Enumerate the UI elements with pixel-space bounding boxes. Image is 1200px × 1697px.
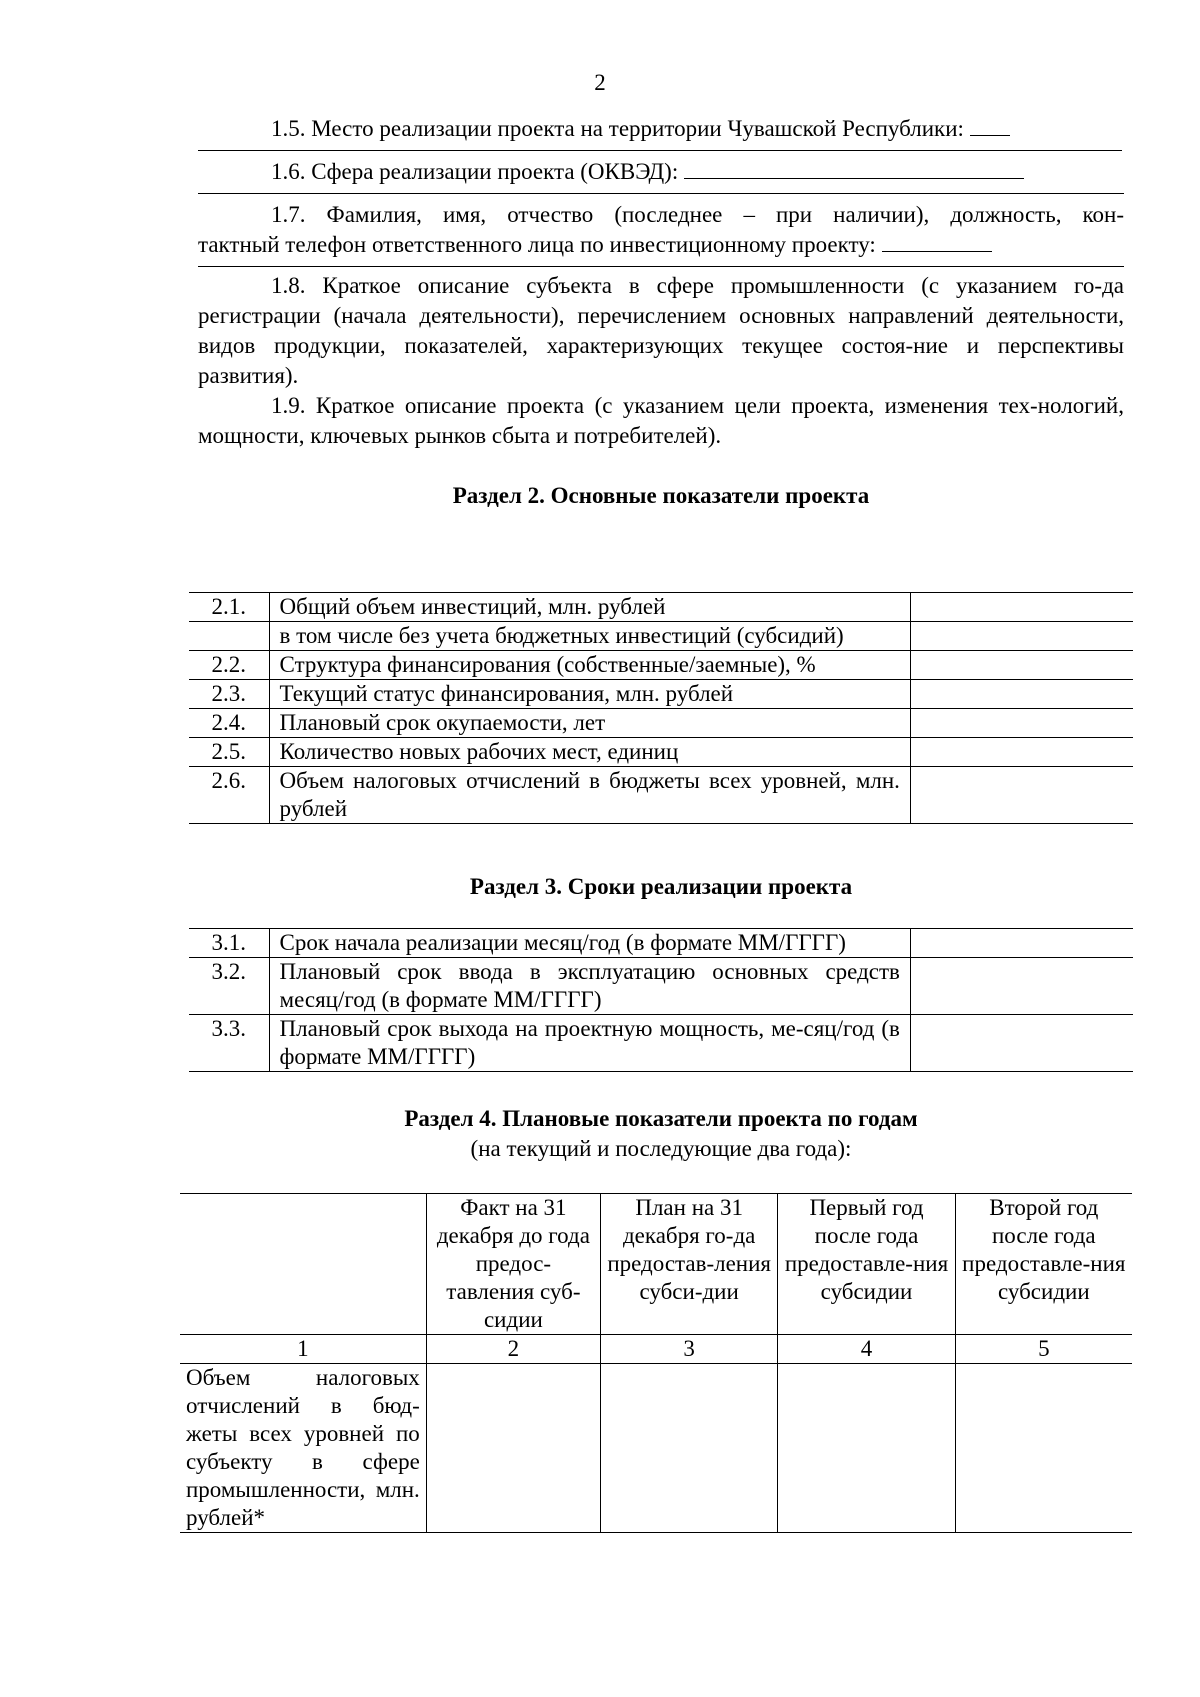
section-2-row-number: 2.6.	[189, 767, 269, 824]
item-1-5: 1.5. Место реализации проекта на территории Чувашской Республики:	[198, 114, 1124, 144]
section-2-value-cell[interactable]	[910, 709, 1133, 738]
table-row	[189, 680, 1133, 709]
header-cell-2: Факт на 31 декабря до года предос-тавления суб-сидии	[426, 1194, 600, 1335]
section-2-row-text: Количество новых рабочих мест, единиц	[269, 738, 910, 767]
table-row	[189, 958, 1133, 1015]
section-2-table	[189, 592, 1133, 824]
section-2-row-text: в том числе без учета бюджетных инвестиций (субсидий)	[269, 622, 910, 651]
header-cell-4: Первый год после года предоставле-ния субсидии	[778, 1194, 955, 1335]
table-header-row	[180, 1194, 1132, 1335]
blank-field-1-6[interactable]	[684, 160, 1024, 179]
col-number-4: 4	[778, 1335, 955, 1364]
section-2-value-cell[interactable]	[910, 622, 1133, 651]
section-2-value-cell[interactable]	[910, 738, 1133, 767]
form-section-1	[198, 114, 1124, 535]
section-3-value-cell[interactable]	[910, 929, 1133, 958]
col-number-2: 2	[426, 1335, 600, 1364]
section-2-row-text: Плановый срок окупаемости, лет	[269, 709, 910, 738]
section-3-row-text: Срок начала реализации месяц/год (в формате ММ/ГГГГ)	[269, 929, 910, 958]
section-4-table	[180, 1193, 1132, 1533]
item-1-9: 1.9. Краткое описание проекта (с указанием цели проекта, изменения тех-нологий, мощности, ключевых рынков сбыта и потребителей).	[198, 393, 1124, 448]
column-number-row	[180, 1335, 1132, 1364]
section-2-value-cell[interactable]	[910, 593, 1133, 622]
section-2-row-text: Структура финансирования (собственные/заемные), %	[269, 651, 910, 680]
section-2-value-cell[interactable]	[910, 767, 1133, 824]
section-2-row-number: 2.4.	[189, 709, 269, 738]
section-2-row-number: 2.2.	[189, 651, 269, 680]
item-1-7-line2: тактный телефон ответственного лица по инвестиционному проекту:	[198, 230, 1124, 260]
table-row	[180, 1364, 1132, 1533]
blank-line-1-6[interactable]	[198, 193, 1124, 194]
table-row	[189, 651, 1133, 680]
page-number: 2	[594, 70, 606, 95]
section-3-row-number: 3.1.	[189, 929, 269, 958]
section-2-value-cell[interactable]	[910, 651, 1133, 680]
row-label: Объем налоговых отчислений в бюд-жеты всех уровней по субъекту в сфере промышленности, млн. рублей*	[180, 1364, 426, 1533]
section-2-row-number: 2.5.	[189, 738, 269, 767]
section-2-row-number: 2.3.	[189, 680, 269, 709]
header-cell-5: Второй год после года предоставле-ния субсидии	[955, 1194, 1132, 1335]
table-row	[189, 593, 1133, 622]
section-3-table	[189, 928, 1133, 1072]
item-1-7-line1: 1.7. Фамилия, имя, отчество (последнее – при наличии), должность, кон-	[271, 202, 1124, 227]
section-2-row-number: 2.1.	[189, 593, 269, 622]
section-3-row-number: 3.2.	[189, 958, 269, 1015]
header-cell-3: План на 31 декабря го-да предостав-ления субси-дии	[601, 1194, 778, 1335]
table-row	[189, 622, 1133, 651]
section-2-title: Раздел 2. Основные показатели проекта	[452, 483, 870, 508]
item-1-6: 1.6. Сфера реализации проекта (ОКВЭД):	[198, 157, 1124, 187]
table-row	[189, 1015, 1133, 1072]
header-cell-1	[180, 1194, 426, 1335]
blank-field-1-7[interactable]	[882, 233, 992, 252]
section-3-row-text: Плановый срок выхода на проектную мощность, ме-сяц/год (в формате ММ/ГГГГ)	[269, 1015, 910, 1072]
section-2-row-text: Объем налоговых отчислений в бюджеты всех уровней, млн. рублей	[269, 767, 910, 824]
blank-line-1-7[interactable]	[198, 266, 1124, 267]
section-2-value-cell[interactable]	[910, 680, 1133, 709]
section-3-value-cell[interactable]	[910, 1015, 1133, 1072]
col-number-5: 5	[955, 1335, 1132, 1364]
col-number-3: 3	[601, 1335, 778, 1364]
blank-line-1-5[interactable]	[198, 150, 1122, 151]
table-row	[189, 767, 1133, 824]
section-4-title: Раздел 4. Плановые показатели проекта по годам	[404, 1106, 918, 1131]
section-3-title: Раздел 3. Сроки реализации проекта	[469, 874, 853, 899]
table-row	[189, 929, 1133, 958]
section-4-subtitle: (на текущий и последующие два года):	[470, 1136, 852, 1161]
table-row	[189, 709, 1133, 738]
section-2-row-text: Текущий статус финансирования, млн. рублей	[269, 680, 910, 709]
value-cell-3[interactable]	[601, 1364, 778, 1533]
section-2-row-number	[189, 622, 269, 651]
value-cell-5[interactable]	[955, 1364, 1132, 1533]
table-row	[189, 738, 1133, 767]
col-number-1: 1	[180, 1335, 426, 1364]
value-cell-2[interactable]	[426, 1364, 600, 1533]
blank-field-1-5[interactable]	[970, 117, 1010, 136]
item-1-8: 1.8. Краткое описание субъекта в сфере промышленности (с указанием го-да регистрации (начала деятельности), перечислением основных направлений деятельности, видов продукции, показателей, характеризующих текущее состоя-ние и перспективы развития).	[198, 273, 1124, 388]
section-3-row-number: 3.3.	[189, 1015, 269, 1072]
value-cell-4[interactable]	[778, 1364, 955, 1533]
section-3-row-text: Плановый срок ввода в эксплуатацию основных средств месяц/год (в формате ММ/ГГГГ)	[269, 958, 910, 1015]
section-3-value-cell[interactable]	[910, 958, 1133, 1015]
section-2-row-text: Общий объем инвестиций, млн. рублей	[269, 593, 910, 622]
